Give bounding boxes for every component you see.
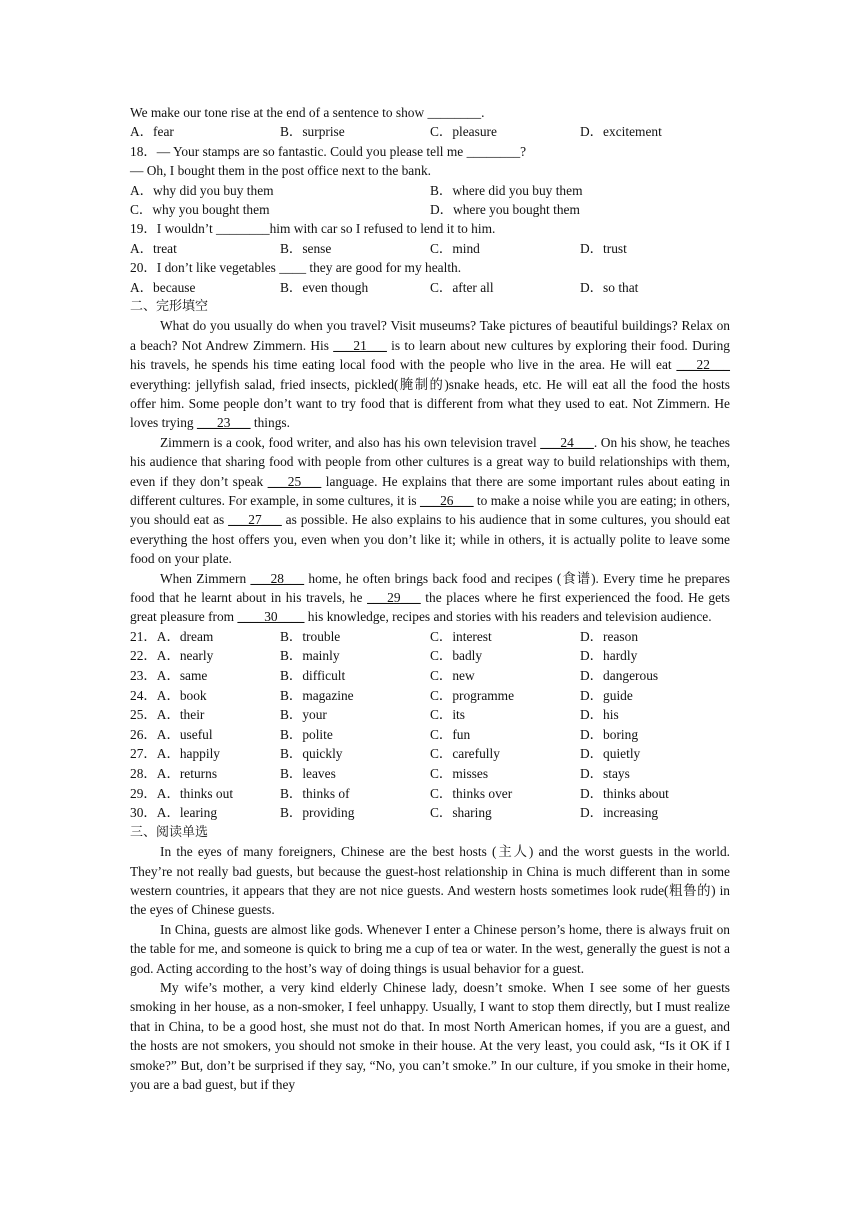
q18-option-c: C．why you bought them xyxy=(130,202,270,217)
q19-option-c: C．mind xyxy=(430,240,480,256)
q20-option-c: C．after all xyxy=(430,279,494,295)
q18-option-d: D．where you bought them xyxy=(430,202,580,217)
q18-options-cd xyxy=(130,200,730,219)
q19-option-d: D．trust xyxy=(580,240,627,256)
choice-row-28: 28．A．returns B．leaves C．misses D．stays xyxy=(130,766,630,782)
blank-28: ___28___ xyxy=(250,570,305,586)
choice-row-25: 25．A．their B．your C．its D．his xyxy=(130,707,619,723)
blank-22: ___22___ xyxy=(676,357,730,373)
q19-options xyxy=(130,239,730,258)
q19-stem: 19．I wouldn’t ________him with car so I refused to lend it to him. xyxy=(130,221,496,237)
q19-option-b: B．sense xyxy=(280,240,332,256)
q18-reply: — Oh, I bought them in the post office next to the bank. xyxy=(130,163,431,179)
cloze-paragraph-2: Zimmern is a cook, food writer, and also has his own television travel ___24___. On his show, he teaches his audience that sharing food with people from other cultures is a great way to build relationships with them, even if they don’t speak ___25___ language. He explains that there are some important rules about eating in different cultures. For example, in some cultures, it is ___26___ to make a noise while you are eating; in others, you should eat as ___27___ as possible. He also explains to his audience that in some cultures, you should eat everything the host offers you, even when you don’t like it; while in others, it is actually polite to leave some food on your plate. xyxy=(130,434,730,567)
reading-heading: 三、阅读单选 xyxy=(130,824,209,840)
choice-row-29: 29．A．thinks out B．thinks of C．thinks over D．thinks about xyxy=(130,785,669,801)
choice-row-27: 27．A．happily B．quickly C．carefully D．quietly xyxy=(130,746,641,762)
q17-option-a: A．fear xyxy=(130,124,174,140)
q17-option-b: B．surprise xyxy=(280,124,345,140)
exam-page xyxy=(130,103,730,1095)
reading-paragraph-1: In the eyes of many foreigners, Chinese are the best hosts (主人) and the worst guests in the world. They’re not really bad guests, but because the guest-host relationship in China is much different than in some western countries, it appears that they are not nice guests. And western hosts sometimes look rude(粗鲁的) in the eyes of Chinese guests. xyxy=(130,844,730,918)
reading-paragraph-2: In China, guests are almost like gods. Whenever I enter a Chinese person’s home, there is always fruit on the table for me, and someone is quick to bring me a cup of tea or water. In the west, generally the guest is not a god. Acting according to the host’s way of doing things is usual behavior for a guest. xyxy=(130,921,730,976)
q18-options-ab xyxy=(130,181,730,200)
q17-options xyxy=(130,122,730,141)
q20-option-a: A．because xyxy=(130,279,196,295)
q17-stem: We make our tone rise at the end of a sentence to show ________. xyxy=(130,105,485,120)
cloze-paragraph-1: What do you usually do when you travel? Visit museums? Take pictures of beautiful buildings? Relax on a beach? Not Andrew Zimmern. His ___21___ is to learn about new cultures by exploring their food. During his travels, he spends his time eating local food with the people who live in the area. He will eat ___22___ everything: jellyfish salad, fried insects, pickled(腌制的)snake heads, etc. He will eat all the food the hosts offer him. Some people don’t want to try food that is different from what they used to eat. Not Zimmern. He loves trying ___23___ things. xyxy=(130,318,731,431)
blank-21: ___21___ xyxy=(333,337,387,353)
blank-26: ___26___ xyxy=(420,493,474,509)
choice-row-22: 22．A．nearly B．mainly C．badly D．hardly xyxy=(130,648,638,664)
choice-row-23: 23．A．same B．difficult C．new D．dangerous xyxy=(130,668,659,684)
q17-option-d: D．excitement xyxy=(580,124,662,140)
choice-row-21: 21．A．dream B．trouble C．interest D．reason xyxy=(130,628,639,644)
blank-23: ___23___ xyxy=(196,415,251,431)
choice-row-26: 26．A．useful B．polite C．fun D．boring xyxy=(130,726,639,742)
cloze-heading: 二、完形填空 xyxy=(130,298,209,314)
blank-25: ___25___ xyxy=(267,473,322,489)
q20-option-b: B．even though xyxy=(280,279,369,295)
q19-option-a: A．treat xyxy=(130,240,177,256)
choice-row-24: 24．A．book B．magazine C．programme D．guide xyxy=(130,687,633,703)
q18-option-b: B．where did you buy them xyxy=(430,182,583,198)
blank-29: ___29___ xyxy=(367,590,421,606)
q17-option-c: C．pleasure xyxy=(430,124,497,140)
q20-options xyxy=(130,278,730,297)
blank-30: ____30____ xyxy=(237,609,305,625)
q18-option-a: A．why did you buy them xyxy=(130,182,274,198)
q20-option-d: D．so that xyxy=(580,279,639,295)
q18-stem: 18．— Your stamps are so fantastic. Could you please tell me ________? xyxy=(130,143,527,159)
reading-paragraph-3: My wife’s mother, a very kind elderly Chinese lady, doesn’t smoke. When I see some of her guests smoking in her house, as a non-smoker, I feel unhappy. Usually, I want to stop them directly, but I must realize that in China, to be a good host, she must not do that. In most North American homes, if you are a guest, and the hosts are not smokers, you should not smoke in their house. At the very least, you could ask, “Is it OK if I smoke?” But, don’t be surprised if they say, “No, you can’t smoke.” In our culture, if you smoke in their home, you are a bad guest, but if they xyxy=(130,980,730,1093)
blank-27: ___27___ xyxy=(228,512,282,528)
cloze-paragraph-3: When Zimmern ___28___ home, he often brings back food and recipes (食谱). Every time he prepares food that he learnt about in his travels, he ___29___ the places where he first experienced the food. He gets great pleasure from ____30____ his knowledge, recipes and stories with his readers and television audience. xyxy=(130,570,730,625)
blank-24: ___24___ xyxy=(540,434,594,450)
q20-stem: 20．I don’t like vegetables ____ they are good for my health. xyxy=(130,260,462,276)
choice-row-30: 30．A．learing B．providing C．sharing D．increasing xyxy=(130,805,659,821)
